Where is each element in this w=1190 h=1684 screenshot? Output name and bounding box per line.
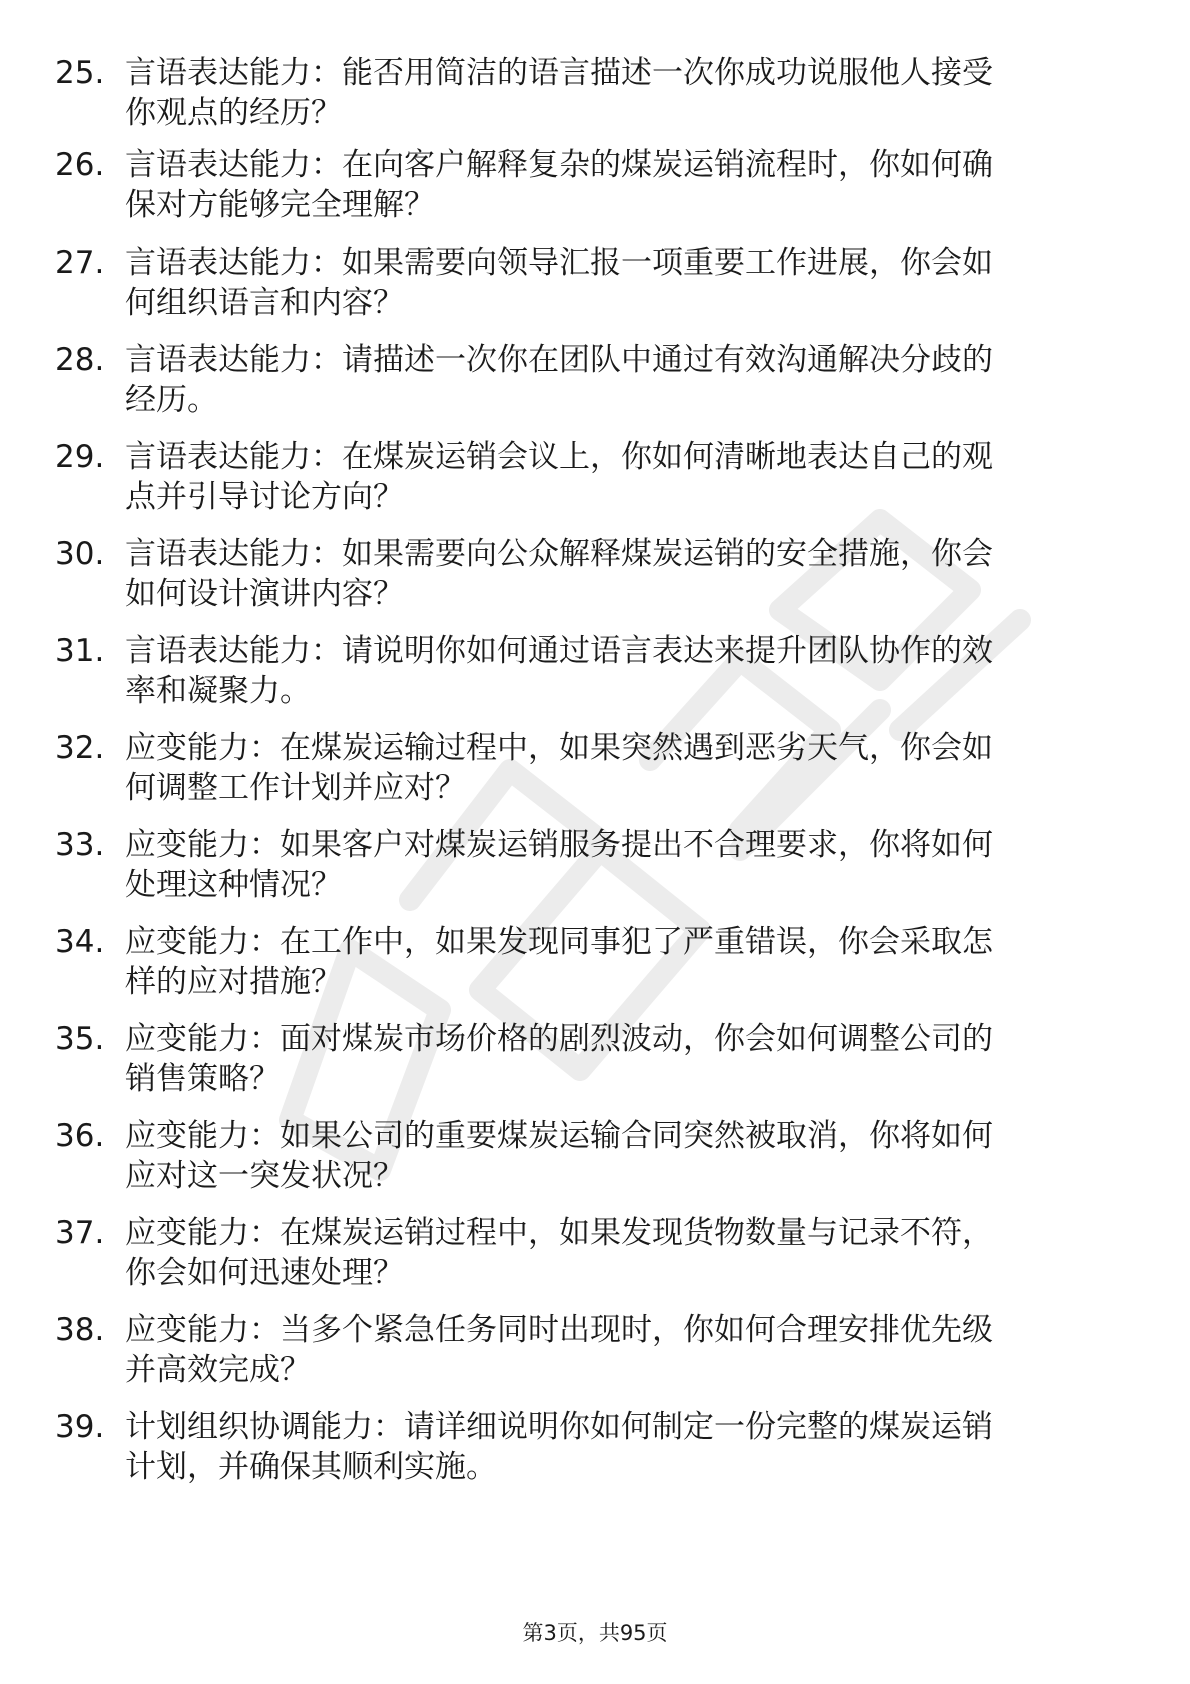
question-text-line: 何组织语言和内容？ [125, 285, 404, 321]
question-text-line: 应对这一突发状况？ [125, 1158, 404, 1194]
question-text-line: 应变能力：如果公司的重要煤炭运输合同突然被取消，你将如何 [125, 1118, 993, 1154]
question-text [125, 1310, 1155, 1390]
question-number: 26. [55, 147, 105, 183]
question-text [125, 1019, 1155, 1099]
question-text-line: 言语表达能力：在煤炭运销会议上，你如何清晰地表达自己的观 [125, 439, 993, 475]
question-text-line: 言语表达能力：在向客户解释复杂的煤炭运销流程时，你如何确 [125, 147, 993, 183]
question-text-line: 保对方能够完全理解？ [125, 187, 435, 223]
question-number: 28. [55, 342, 105, 378]
question-text-line: 计划，并确保其顺利实施。 [125, 1449, 497, 1485]
question-number: 38. [55, 1312, 105, 1348]
question-text [125, 728, 1155, 808]
question-text-line: 你会如何迅速处理？ [125, 1255, 404, 1291]
question-text [125, 1213, 1155, 1293]
question-text [125, 534, 1155, 614]
question-text-line: 样的应对措施？ [125, 964, 342, 1000]
question-number: 29. [55, 439, 105, 475]
question-text [125, 922, 1155, 1002]
question-text-line: 经历。 [125, 382, 218, 418]
question-text-line: 销售策略？ [125, 1061, 280, 1097]
question-text-line: 如何设计演讲内容？ [125, 576, 404, 612]
question-number: 27. [55, 245, 105, 281]
question-text-line: 言语表达能力：如果需要向领导汇报一项重要工作进展，你会如 [125, 245, 993, 281]
question-text-line: 你观点的经历？ [125, 95, 342, 131]
question-text [125, 1407, 1155, 1487]
question-text [125, 340, 1155, 420]
question-number: 30. [55, 536, 105, 572]
question-text [125, 437, 1155, 517]
question-text-line: 应变能力：当多个紧急任务同时出现时，你如何合理安排优先级 [125, 1312, 993, 1348]
question-text [125, 825, 1155, 905]
question-text [125, 53, 1155, 133]
question-text-line: 言语表达能力：能否用简洁的语言描述一次你成功说服他人接受 [125, 55, 993, 91]
question-text-line: 点并引导讨论方向？ [125, 479, 404, 515]
question-number: 36. [55, 1118, 105, 1154]
question-text-line: 言语表达能力：请描述一次你在团队中通过有效沟通解决分歧的 [125, 342, 993, 378]
question-number: 33. [55, 827, 105, 863]
question-text [125, 1116, 1155, 1196]
page-footer: 第3页，共95页 [522, 1621, 668, 1645]
question-number: 35. [55, 1021, 105, 1057]
question-number: 32. [55, 730, 105, 766]
question-text-line: 应变能力：面对煤炭市场价格的剧烈波动，你会如何调整公司的 [125, 1021, 993, 1057]
question-text-line: 言语表达能力：如果需要向公众解释煤炭运销的安全措施，你会 [125, 536, 993, 572]
question-text-line: 率和凝聚力。 [125, 673, 311, 709]
question-number: 25. [55, 55, 105, 91]
question-number: 37. [55, 1215, 105, 1251]
question-text-line: 言语表达能力：请说明你如何通过语言表达来提升团队协作的效 [125, 633, 993, 669]
question-text [125, 243, 1155, 323]
question-text [125, 631, 1155, 711]
question-number: 34. [55, 924, 105, 960]
question-text-line: 何调整工作计划并应对？ [125, 770, 466, 806]
question-text-line: 处理这种情况？ [125, 867, 342, 903]
question-text-line: 应变能力：如果客户对煤炭运销服务提出不合理要求，你将如何 [125, 827, 993, 863]
question-number: 39. [55, 1409, 105, 1445]
question-text-line: 应变能力：在工作中，如果发现同事犯了严重错误，你会采取怎 [125, 924, 993, 960]
question-text-line: 应变能力：在煤炭运输过程中，如果突然遇到恶劣天气，你会如 [125, 730, 993, 766]
question-text-line: 计划组织协调能力：请详细说明你如何制定一份完整的煤炭运销 [125, 1409, 993, 1445]
question-number: 31. [55, 633, 105, 669]
question-text-line: 应变能力：在煤炭运销过程中，如果发现货物数量与记录不符， [125, 1215, 993, 1251]
question-text [125, 145, 1155, 225]
question-text-line: 并高效完成？ [125, 1352, 311, 1388]
